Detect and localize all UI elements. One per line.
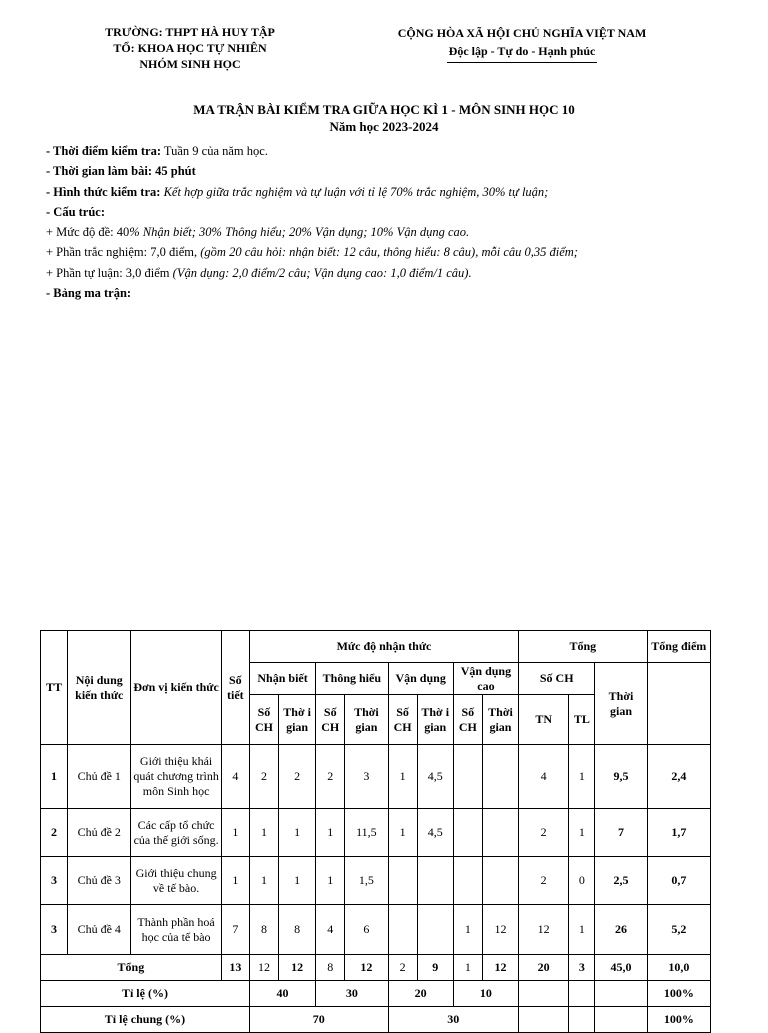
exam-info: [46, 141, 736, 303]
total-score: 10,0: [647, 955, 710, 981]
row-tt: 1: [41, 745, 68, 809]
row-tn: 2: [519, 809, 569, 857]
row-th-time: 1,5: [345, 857, 388, 905]
header-tl: TL: [569, 695, 595, 745]
row-tn: 2: [519, 857, 569, 905]
department-name: TỔ: KHOA HỌC TỰ NHIÊN: [113, 41, 267, 55]
document-title-block: [0, 101, 768, 135]
document-title: MA TRẬN BÀI KIỂM TRA GIỮA HỌC KÌ 1 - MÔN SINH HỌC 10: [193, 102, 575, 117]
header-vd-ch: Số CH: [388, 695, 417, 745]
national-motto: Độc lập - Tự do - Hạnh phúc: [447, 42, 598, 63]
header-th-time: Thời gian: [345, 695, 388, 745]
header-th-ch: Số CH: [316, 695, 345, 745]
row-nb-time: 2: [279, 745, 316, 809]
header-nb-time: Thờ i gian: [279, 695, 316, 745]
row-tl: 0: [569, 857, 595, 905]
row-vdc-time: [482, 745, 518, 809]
row-vd-ch: [388, 905, 417, 955]
total-th-ch: 8: [316, 955, 345, 981]
group-name: NHÓM SINH HỌC: [139, 57, 241, 71]
header-total-score: Tổng điểm: [647, 631, 710, 663]
row-unit: Giới thiệu chung về tế bào.: [131, 857, 221, 905]
info-time-point: - Thời điểm kiểm tra: Tuần 9 của năm học.: [46, 144, 268, 158]
row-vd-time: [417, 905, 453, 955]
header-content: Nội dung kiến thức: [68, 631, 131, 745]
row-periods: 1: [221, 809, 249, 857]
row-vd-time: [417, 857, 453, 905]
national-header: [380, 24, 664, 63]
combined-empty-1: [519, 1007, 569, 1033]
row-nb-time: 1: [279, 809, 316, 857]
row-th-ch: 1: [316, 809, 345, 857]
row-tl: 1: [569, 809, 595, 857]
row-tl: 1: [569, 905, 595, 955]
header-understand: Thông hiểu: [316, 663, 388, 695]
table-row: [41, 857, 711, 905]
row-unit: Giới thiệu khái quát chương trình môn Sinh học: [131, 745, 221, 809]
row-tn: 4: [519, 745, 569, 809]
row-vd-time: 4,5: [417, 809, 453, 857]
row-unit: Thành phần hoá học của tế bào: [131, 905, 221, 955]
row-tl: 1: [569, 745, 595, 809]
total-vdc-ch: 1: [453, 955, 482, 981]
row-vdc-ch: 1: [453, 905, 482, 955]
header-so-ch: Số CH: [519, 663, 595, 695]
header-periods: Số tiết: [221, 631, 249, 745]
total-nb-ch: 12: [249, 955, 278, 981]
info-structure-label: - Cấu trúc:: [46, 204, 106, 219]
row-th-time: 6: [345, 905, 388, 955]
combined-label: Tỉ lệ chung (%): [41, 1007, 250, 1033]
row-periods: 7: [221, 905, 249, 955]
row-time: 9,5: [595, 745, 647, 809]
ratio-score: 100%: [647, 981, 710, 1007]
row-topic: Chủ đề 4: [68, 905, 131, 955]
table-row: [41, 745, 711, 809]
row-nb-ch: 1: [249, 809, 278, 857]
school-header: [90, 24, 290, 72]
country-name: CỘNG HÒA XÃ HỘI CHỦ NGHĨA VIỆT NAM: [397, 26, 647, 40]
row-vdc-ch: [453, 857, 482, 905]
row-nb-ch: 2: [249, 745, 278, 809]
total-th-time: 12: [345, 955, 388, 981]
ratio-recognize: 40: [249, 981, 315, 1007]
row-vd-ch: 1: [388, 809, 417, 857]
row-th-ch: 4: [316, 905, 345, 955]
row-vdc-time: [482, 857, 518, 905]
row-unit: Các cấp tổ chức của thế giới sống.: [131, 809, 221, 857]
school-name: TRƯỜNG: THPT HÀ HUY TẬP: [105, 25, 275, 39]
combined-ratio-row: [41, 1007, 711, 1033]
info-format: - Hình thức kiểm tra: Kết hợp giữa trắc nghiệm và tự luận với tỉ lệ 70% trắc nghiệm, 30% tự luận;: [46, 184, 549, 199]
row-vdc-time: [482, 809, 518, 857]
row-topic: Chủ đề 1: [68, 745, 131, 809]
table-row: [41, 905, 711, 955]
row-time: 2,5: [595, 857, 647, 905]
header-unit: Đơn vị kiến thức: [131, 631, 221, 745]
total-label: Tổng: [41, 955, 222, 981]
row-score: 0,7: [647, 857, 710, 905]
row-time: 26: [595, 905, 647, 955]
row-tt: 3: [41, 905, 68, 955]
row-time: 7: [595, 809, 647, 857]
info-multiple-choice: + Phần trắc nghiệm: 7,0 điểm, (gồm 20 câu hỏi: nhận biết: 12 câu, thông hiểu: 8 câu), mỗi câu 0,35 điểm;: [46, 245, 578, 260]
header-vdc-time: Thời gian: [482, 695, 518, 745]
row-vd-ch: 1: [388, 745, 417, 809]
ratio-apply: 20: [388, 981, 453, 1007]
row-th-ch: 2: [316, 745, 345, 809]
ratio-empty-1: [519, 981, 569, 1007]
combined-high: 30: [388, 1007, 519, 1033]
total-row: [41, 955, 711, 981]
row-nb-time: 1: [279, 857, 316, 905]
header-cognitive-levels: Mức độ nhận thức: [249, 631, 518, 663]
row-periods: 1: [221, 857, 249, 905]
combined-low: 70: [249, 1007, 388, 1033]
ratio-empty-2: [569, 981, 595, 1007]
row-periods: 4: [221, 745, 249, 809]
row-th-time: 11,5: [345, 809, 388, 857]
row-vdc-ch: [453, 745, 482, 809]
info-essay: + Phần tự luận: 3,0 điểm (Vận dụng: 2,0 điểm/2 câu; Vận dụng cao: 1,0 điểm/1 câu).: [46, 265, 472, 280]
total-time: 45,0: [595, 955, 647, 981]
combined-score: 100%: [647, 1007, 710, 1033]
total-vd-time: 9: [417, 955, 453, 981]
total-vd-ch: 2: [388, 955, 417, 981]
total-nb-time: 12: [279, 955, 316, 981]
header-tt: TT: [41, 631, 68, 745]
total-periods: 13: [221, 955, 249, 981]
row-th-time: 3: [345, 745, 388, 809]
exam-matrix-table: [40, 630, 711, 1033]
info-duration: - Thời gian làm bài: 45 phút: [46, 164, 196, 179]
header-vd-time: Thờ i gian: [417, 695, 453, 745]
row-nb-ch: 1: [249, 857, 278, 905]
row-vdc-time: 12: [482, 905, 518, 955]
combined-empty-3: [595, 1007, 647, 1033]
header-row-1: [41, 631, 711, 663]
row-topic: Chủ đề 3: [68, 857, 131, 905]
header-apply-high: Vận dụng cao: [453, 663, 518, 695]
row-tt: 2: [41, 809, 68, 857]
ratio-understand: 30: [316, 981, 388, 1007]
ratio-row: [41, 981, 711, 1007]
row-vd-time: 4,5: [417, 745, 453, 809]
row-nb-ch: 8: [249, 905, 278, 955]
total-tl: 3: [569, 955, 595, 981]
header-score-empty: [647, 663, 710, 745]
header-nb-ch: Số CH: [249, 695, 278, 745]
row-nb-time: 8: [279, 905, 316, 955]
row-vdc-ch: [453, 809, 482, 857]
school-year: Năm học 2023-2024: [329, 119, 439, 134]
header-apply: Vận dụng: [388, 663, 453, 695]
row-th-ch: 1: [316, 857, 345, 905]
row-score: 5,2: [647, 905, 710, 955]
row-topic: Chủ đề 2: [68, 809, 131, 857]
total-vdc-time: 12: [482, 955, 518, 981]
header-vdc-ch: Số CH: [453, 695, 482, 745]
row-vd-ch: [388, 857, 417, 905]
row-score: 1,7: [647, 809, 710, 857]
ratio-apply-high: 10: [453, 981, 518, 1007]
row-tn: 12: [519, 905, 569, 955]
header-total-time: Thời gian: [595, 663, 647, 745]
ratio-label: Tỉ lệ (%): [41, 981, 250, 1007]
total-tn: 20: [519, 955, 569, 981]
row-tt: 3: [41, 857, 68, 905]
header-recognize: Nhận biết: [249, 663, 315, 695]
combined-empty-2: [569, 1007, 595, 1033]
table-row: [41, 809, 711, 857]
header-total: Tổng: [519, 631, 648, 663]
header-tn: TN: [519, 695, 569, 745]
info-matrix-label: - Bảng ma trận:: [46, 286, 132, 301]
info-difficulty: + Mức độ đề: 40% Nhận biết; 30% Thông hiểu; 20% Vận dụng; 10% Vận dụng cao.: [46, 225, 470, 240]
ratio-empty-3: [595, 981, 647, 1007]
row-score: 2,4: [647, 745, 710, 809]
